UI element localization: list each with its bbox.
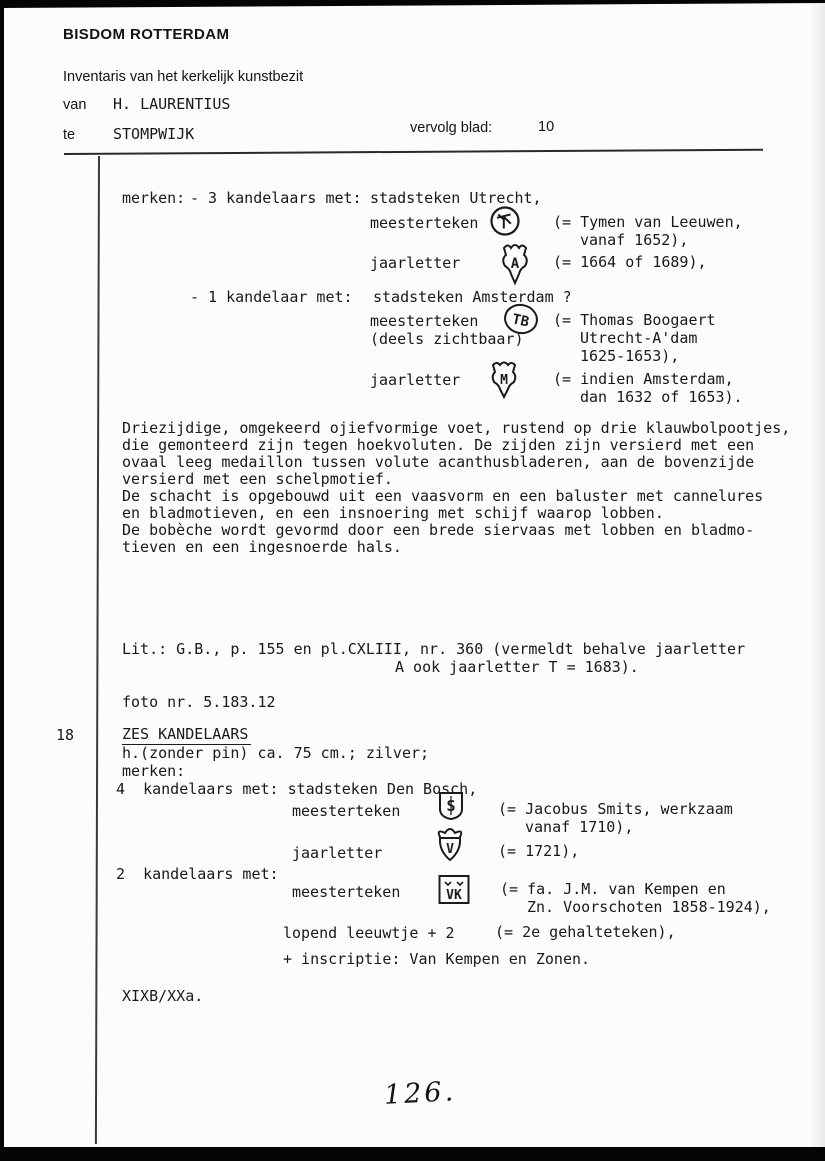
gehalteteken-eq: (= 2e gehalteteken), [495,923,676,941]
photo-number: foto nr. 5.183.12 [122,693,276,711]
description-line: De bobèche wordt gevormd door een brede siervaas met lobben en bladmo- [122,521,755,539]
merken-label: merken: [122,762,186,780]
literature-line1: Lit.: G.B., p. 155 en pl.CXLIII, nr. 360 (vermeldt behalve jaarletter [122,640,746,658]
meesterteken-van-kempen-mark-icon [437,872,471,906]
inventory-subtitle: Inventaris van het kerkelijk kunstbezit [63,69,304,85]
description-line: Driezijdige, omgekeerd ojiefvormige voet, rustend op drie klauwbolpootjes, [122,419,791,437]
group2-head: - 1 kandelaar met: [190,288,353,306]
svg-text:A: A [510,256,520,272]
te-value: STOMPWIJK [113,125,195,143]
meesterteken-eq-line2: vanaf 1652), [580,231,689,249]
jaarletter-utrecht-mark-icon [496,242,534,288]
jaarletter-eq-line1: (= indien Amsterdam, [553,370,734,388]
group1-stadsteken: stadsteken Utrecht, [370,189,542,207]
meesterteken-label: meesterteken [370,312,479,330]
inscription-line: + inscriptie: Van Kempen en Zonen. [283,950,591,968]
meesterteken-thomas-boogaert-mark-icon [499,300,543,340]
scan-edge-top [0,0,825,8]
jaarletter-eq: (= 1721), [498,842,580,860]
meesterteken-label: meesterteken [292,883,401,901]
header-rule [64,149,763,155]
scan-edge-right-shadow [809,0,825,1161]
description-line: De schacht is opgebouwd uit een vaasvorm en een baluster met cannelures [122,487,764,505]
jaarletter-crowned-v-mark-icon [433,824,467,866]
meesterteken-tymen-van-leeuwen-mark-icon [488,204,522,238]
meesterteken-eq-line1: (= Jacobus Smits, werkzaam [498,800,733,818]
group2-head: 2 kandelaars met: [116,865,279,883]
merken-label: merken: [122,189,186,207]
org-title: BISDOM ROTTERDAM [63,26,230,43]
meesterteken-eq-line1: (= fa. J.M. van Kempen en [500,880,726,898]
jaarletter-amsterdam-mark-icon [486,360,522,402]
jaarletter-eq: (= 1664 of 1689), [553,253,707,271]
svg-text:M: M [500,373,508,388]
description-line: en bladmotieven, en een insnoering met schijf waarop lobben. [122,504,664,522]
group2-stadsteken: stadsteken Amsterdam ? [373,288,572,306]
literature-line2: A ook jaarletter T = 1683). [395,658,639,676]
svg-text:VK: VK [446,888,462,903]
margin-rule [95,156,100,1144]
meesterteken-jacobus-smits-mark-icon [436,790,466,822]
description-line: ovaal leeg medaillon tussen volute acanthusbladeren, aan de bovenzijde [122,453,755,471]
jaarletter-label: jaarletter [292,844,383,862]
scan-edge-bottom [0,1147,825,1161]
svg-text:S: S [446,797,456,815]
group1-head: 4 kandelaars met: stadsteken Den Bosch, [116,780,478,798]
van-label: van [63,97,87,113]
entry-number: 18 [56,726,75,744]
period-code: XIXB/XXa. [122,987,204,1005]
handwritten-page-number: 126. [383,1076,457,1111]
meesterteken-label: meesterteken [370,214,479,232]
meesterteken-eq-line2: vanaf 1710), [525,818,634,836]
gehalteteken-line: lopend leeuwtje + 2 [283,924,455,942]
meesterteken-eq-line2: Zn. Voorschoten 1858-1924), [527,898,771,916]
meesterteken-eq-line1: (= Tymen van Leeuwen, [553,213,743,231]
svg-text:TB: TB [510,311,531,331]
van-value: H. LAURENTIUS [113,95,231,113]
group1-head: - 3 kandelaars met: [190,189,362,207]
scan-edge-left [0,0,4,1161]
meesterteken-eq-line3: 1625-1653), [580,347,680,365]
jaarletter-label: jaarletter [370,254,461,272]
te-label: te [63,127,76,143]
jaarletter-label: jaarletter [370,371,461,389]
description-line: tieven en een ingesnoerde hals. [122,538,402,556]
vervolg-blad-label: vervolg blad: [410,120,493,136]
description-line: versierd met een schelpmotief. [122,470,393,488]
entry-size-material: h.(zonder pin) ca. 75 cm.; zilver; [122,744,430,762]
jaarletter-eq-line2: dan 1632 of 1653). [580,388,743,406]
meesterteken-eq-line1: (= Thomas Boogaert [553,311,716,329]
vervolg-blad-number: 10 [538,119,555,135]
meesterteken-eq-line2: Utrecht-A'dam [580,329,698,347]
svg-text:V: V [446,842,454,857]
entry-title: ZES KANDELAARS [122,725,251,745]
meesterteken-sub-note: (deels zichtbaar) [370,330,524,348]
meesterteken-label: meesterteken [292,802,401,820]
description-line: die gemonteerd zijn tegen hoekvoluten. De zijden zijn versierd met een [122,436,755,454]
